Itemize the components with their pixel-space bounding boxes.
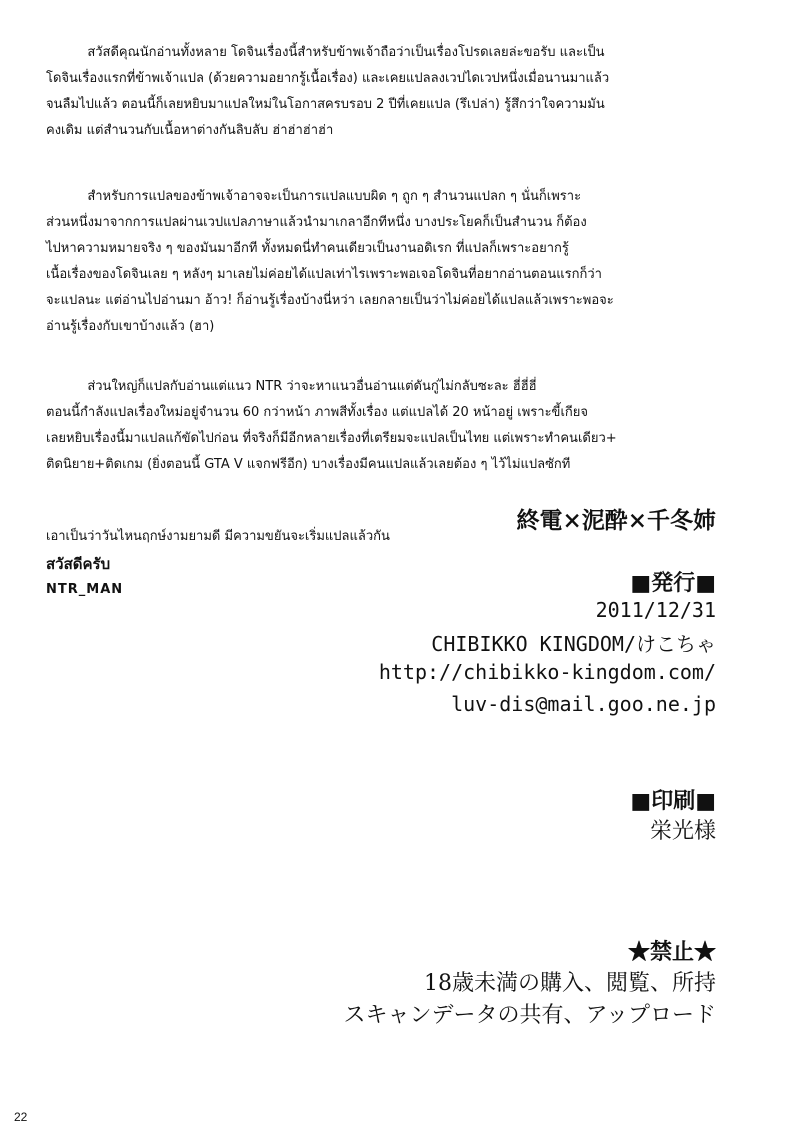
paragraph-future-plans bbox=[46, 374, 758, 478]
paragraph-line: จะแปลนะ แต่อ่านไปอ่านมา อ้าว! ก็อ่านรู้เรื่องบ้างนี่หว่า เลยกลายเป็นว่าไม่ค่อยได้แปลแล้วเพราะพอจะ bbox=[46, 293, 614, 308]
japanese-title: 終電×泥酔×千冬姉 bbox=[516, 507, 716, 534]
contact-email: luv-dis@mail.goo.ne.jp bbox=[451, 692, 716, 716]
paragraph-line: ส่วนหนึ่งมาจากการแปลผ่านเวปแปลภาษาแล้วนำมาเกลาอีกทีหนึ่ง บางประโยคก็เป็นสำนวน ก็ต้อง bbox=[46, 215, 587, 230]
translator-name: NTR_MAN bbox=[46, 582, 124, 597]
publish-date: 2011/12/31 bbox=[595, 598, 716, 622]
circle-name: CHIBIKKO KINGDOM/けこちゃ bbox=[431, 632, 716, 656]
warning-line: 18歳未満の購入、閲覧、所持 bbox=[424, 971, 716, 996]
paragraph-line: โดจินเรื่องแรกที่ข้าพเจ้าแปล (ด้วยความอยากรู้เนื้อเรื่อง) และเคยแปลลงเวปไดเวปหนึ่งเมื่อนานมาแล้ว bbox=[46, 71, 610, 86]
signature: สวัสดีครับ bbox=[46, 555, 111, 573]
warning-line: スキャンデータの共有、アップロード bbox=[343, 1003, 716, 1028]
page-number: 22 bbox=[14, 1110, 28, 1124]
paragraph-line: ตอนนี้กำลังแปลเรื่องใหม่อยู่จำนวน 60 กว่าหน้า ภาพสีทั้งเรื่อง แต่แปลได้ 20 หน้าอยู่ เพราะขี้เกียจ bbox=[46, 405, 588, 420]
print-header: ■印刷■ bbox=[630, 788, 716, 814]
website-url: http://chibikko-kingdom.com/ bbox=[378, 660, 716, 684]
paragraph-line: อ่านรู้เรื่องกับเขาบ้างแล้ว (ฮา) bbox=[46, 319, 215, 334]
paragraph-line: สวัสดีคุณนักอ่านทั้งหลาย โดจินเรื่องนี้สำหรับข้าพเจ้าถือว่าเป็นเรื่องโปรดเลยล่ะขอรับ และเป็น bbox=[46, 45, 605, 60]
warning-title: ★禁止★ bbox=[627, 939, 716, 965]
paragraph-intro bbox=[46, 40, 758, 144]
printer-name: 栄光様 bbox=[649, 819, 716, 844]
paragraph-line: ติดนิยาย+ติดเกม (ยิ่งตอนนี้ GTA V แจกฟรีอีก) บางเรื่องมีคนแปลแล้วเลยต้อง ๆ ไว้ไม่แปลซักที bbox=[46, 457, 571, 472]
paragraph-line: คงเดิม แต่สำนวนกับเนื้อหาต่างกันลิบลับ ฮ่าฮ่าฮ่าฮ่า bbox=[46, 123, 334, 138]
paragraph-line: ไปหาความหมายจริง ๆ ของมันมาอีกที ทั้งหมดนี่ทำคนเดียวเป็นงานอดิเรก ที่แปลก็เพราะอยากรู้ bbox=[46, 241, 569, 256]
paragraph-line: จนลืมไปแล้ว ตอนนี้ก็เลยหยิบมาแปลใหม่ในโอกาสครบรอบ 2 ปีที่เคยแปล (รึเปล่า) รู้สึกว่าใจความมัน bbox=[46, 97, 605, 112]
publish-header: ■発行■ bbox=[630, 570, 716, 596]
paragraph-line: เลยหยิบเรื่องนี้มาแปลแก้ขัดไปก่อน ที่จริงก็มีอีกหลายเรื่องที่เตรียมจะแปลเป็นไทย แต่เพราะทำคนเดียว+ bbox=[46, 431, 617, 446]
paragraph-translation-notes bbox=[46, 184, 758, 340]
paragraph-line: สำหรับการแปลของข้าพเจ้าอาจจะเป็นการแปลแบบผิด ๆ ถูก ๆ สำนวนแปลก ๆ นั่นก็เพราะ bbox=[46, 189, 582, 204]
closing-line: เอาเป็นว่าวันไหนฤกษ์งามยามดี มีความขยันจะเริ่มแปลแล้วกัน bbox=[46, 529, 390, 544]
paragraph-line: เนื้อเรื่องของโดจินเลย ๆ หลังๆ มาเลยไม่ค่อยได้แปลเท่าไรเพราะพอเจอโดจินที่อยากอ่านตอนแรกก็ว่า bbox=[46, 267, 602, 282]
paragraph-line: ส่วนใหญ่ก็แปลกับอ่านแต่แนว NTR ว่าจะหาแนวอื่นอ่านแต่ดันกู่ไม่กลับซะละ ฮี่ฮี่ฮี่ bbox=[46, 379, 537, 394]
